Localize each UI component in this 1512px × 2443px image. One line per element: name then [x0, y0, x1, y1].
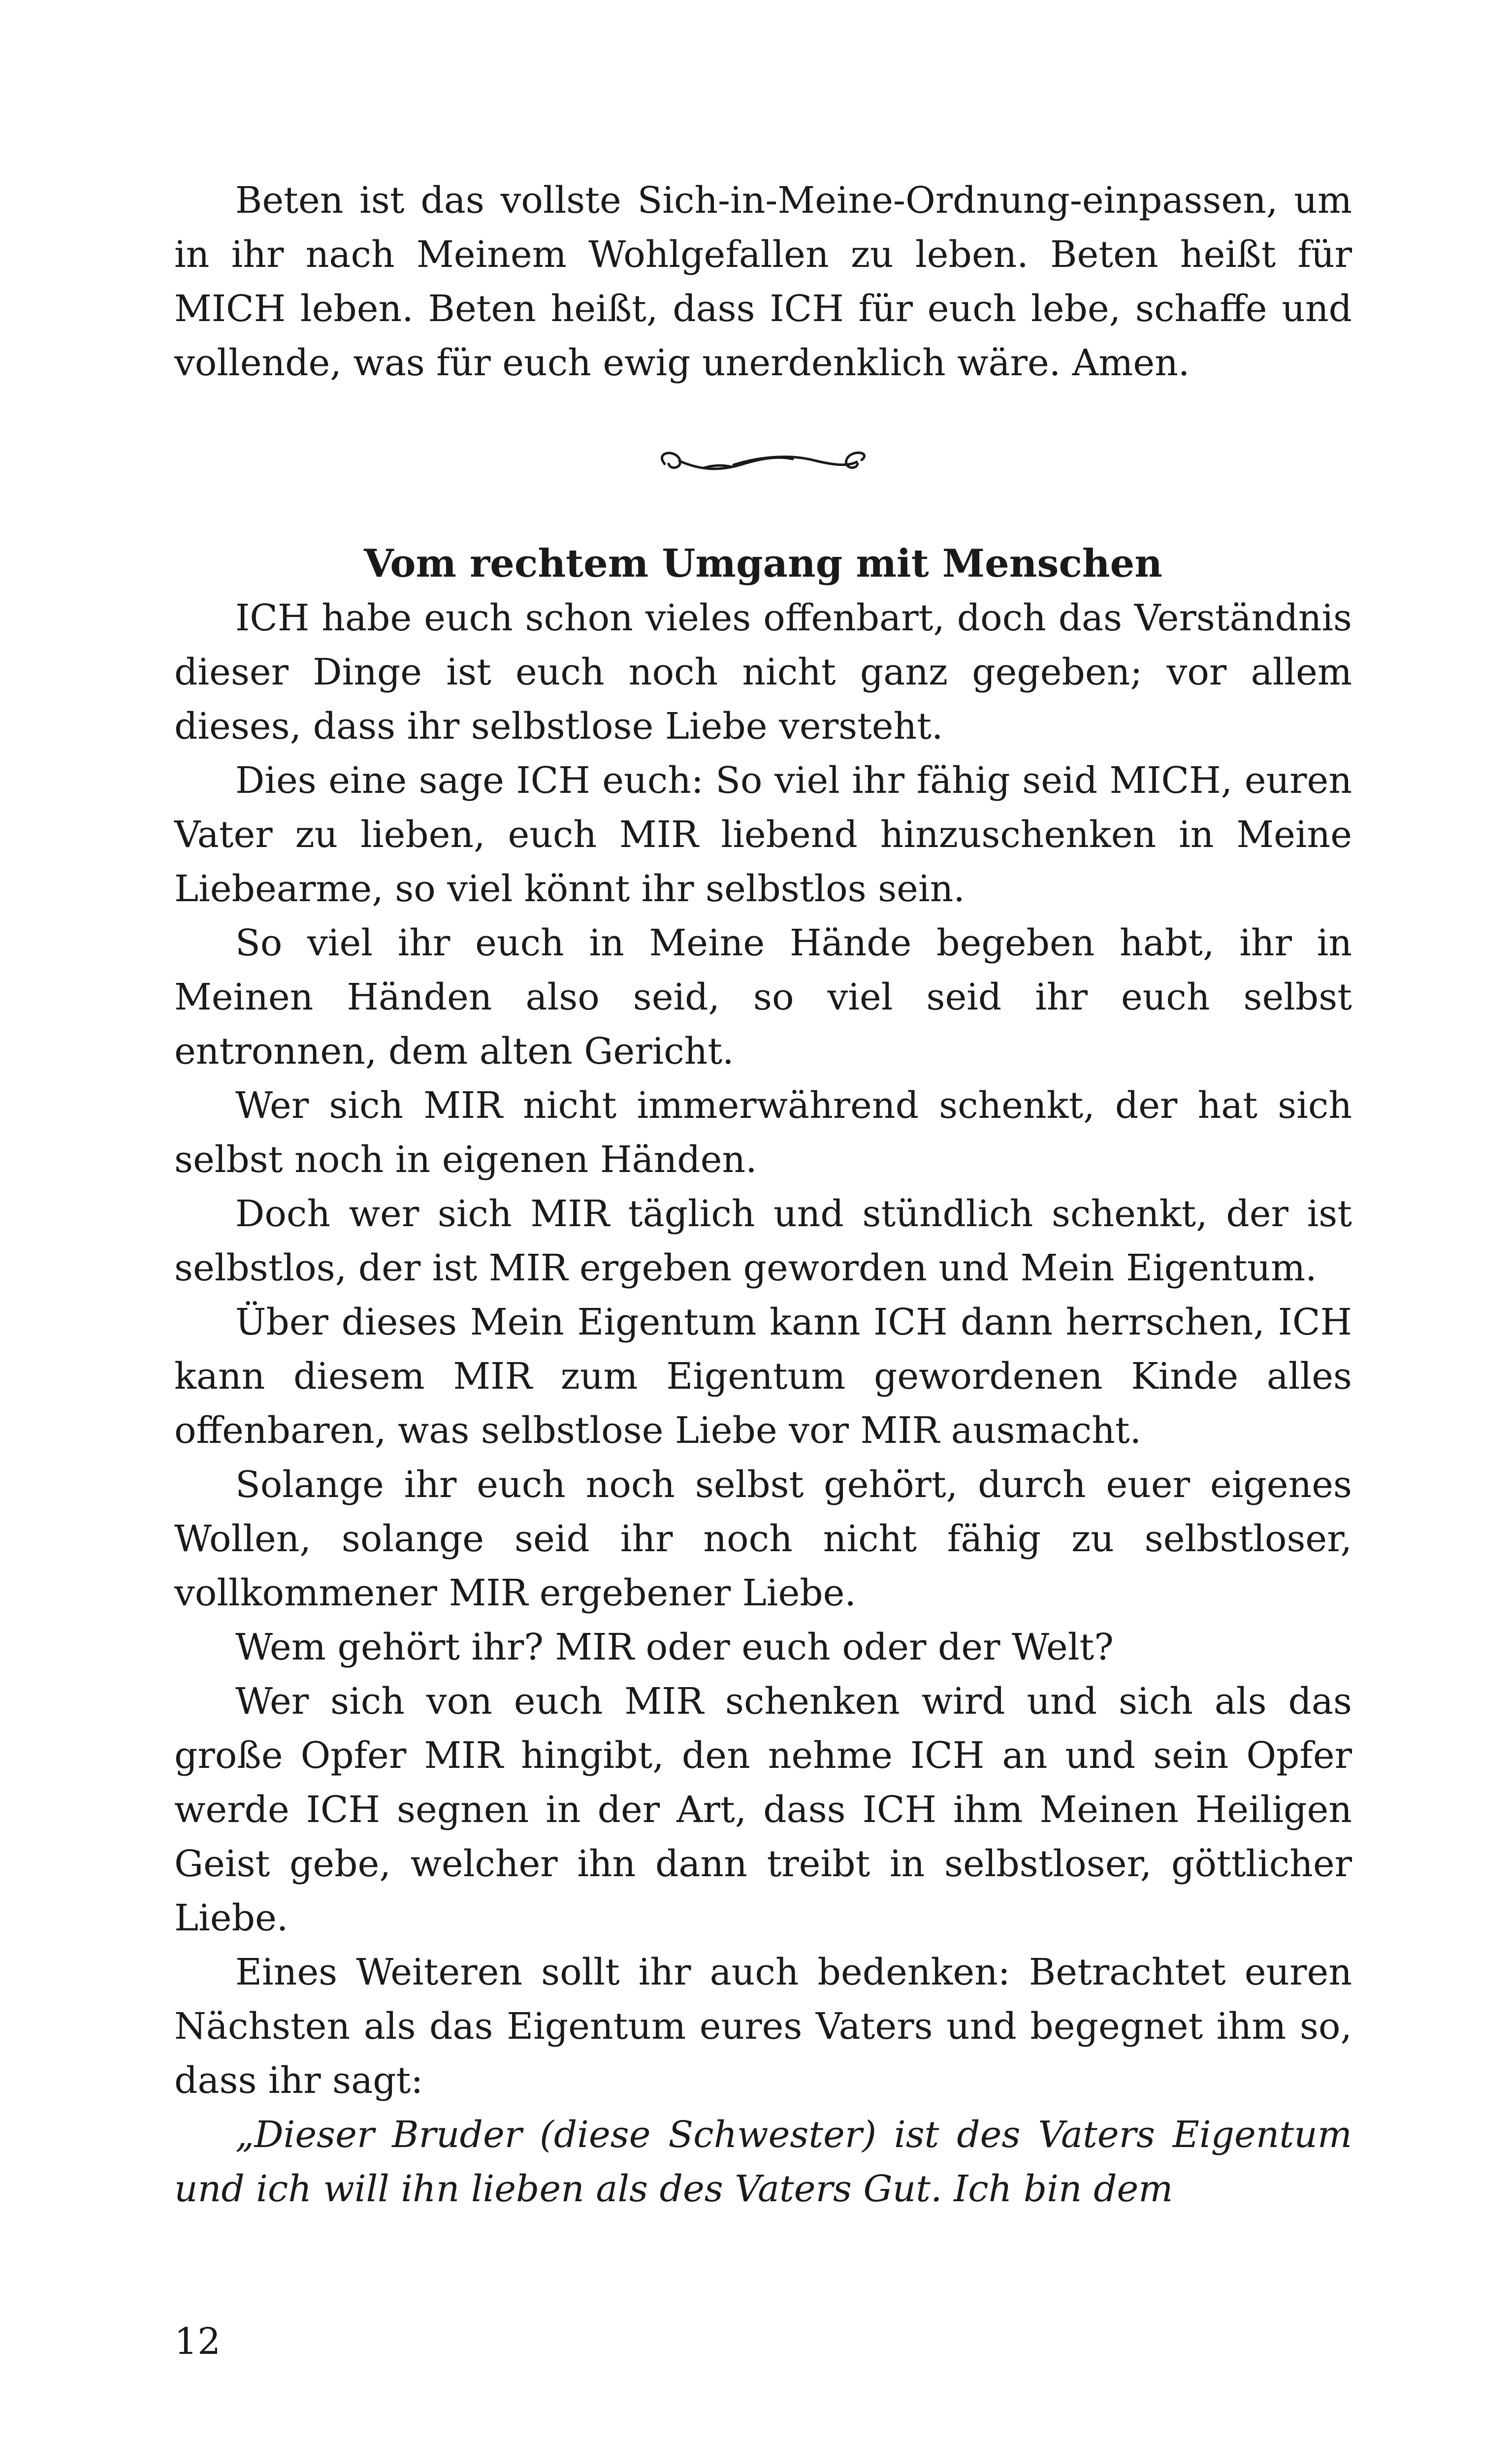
body-paragraph: Dies eine sage ICH euch: So viel ihr fähig seid MICH, euren Vater zu lieben, euch MIR liebend hinzuschenken in Meine Liebearme, so viel könnt ihr selbstlos sein.	[174, 759, 1352, 910]
body-paragraph: Wer sich von euch MIR schenken wird und sich als das große Opfer MIR hingibt, den nehme ICH an und sein Opfer werde ICH segnen in der Art, dass ICH ihm Meinen Heiligen Geist gebe, welcher ihn dann treibt in selbstloser, göttlicher Liebe.	[174, 1680, 1352, 1939]
body-paragraph: Solange ihr euch noch selbst gehört, durch euer eigenes Wollen, solange seid ihr noch nicht fähig zu selbstloser, vollkommener MIR ergebener Liebe.	[174, 1464, 1352, 1614]
body-paragraph: Eines Weiteren sollt ihr auch bedenken: Betrachtet euren Nächsten als das Eigentum eures Vaters und begegnet ihm so, dass ihr sagt:	[174, 1951, 1352, 2102]
page-number: 12	[174, 2320, 221, 2363]
intro-paragraph: Beten ist das vollste Sich-in-Meine-Ordnung-einpassen, um in ihr nach Meinem Wohlgefallen zu leben. Beten heißt für MICH leben. Beten heißt, dass ICH für euch lebe, schaffe und vollende, was für euch ewig unerdenklich wäre. Amen.	[174, 179, 1352, 384]
section-heading: Vom rechtem Umgang mit Menschen	[364, 541, 1162, 586]
body-paragraph: So viel ihr euch in Meine Hände begeben habt, ihr in Meinen Händen also seid, so viel seid ihr euch selbst entronnen, dem alten Gericht.	[174, 922, 1352, 1073]
body-paragraph: Doch wer sich MIR täglich und stündlich schenkt, der ist selbstlos, der ist MIR ergeben geworden und Mein Eigentum.	[174, 1193, 1352, 1289]
decorative-flourish-icon	[645, 442, 881, 482]
top-text-block	[174, 173, 1352, 390]
quote-paragraph: „Dieser Bruder (diese Schwester) ist des Vaters Eigentum und ich will ihn lieben als des Vaters Gut. Ich bin dem	[174, 2114, 1352, 2210]
body-text-block	[174, 591, 1352, 2216]
body-paragraph: Wem gehört ihr? MIR oder euch oder der Welt?	[235, 1626, 1114, 1668]
body-paragraph: Wer sich MIR nicht immerwährend schenkt, der hat sich selbst noch in eigenen Händen.	[174, 1084, 1352, 1181]
body-paragraph: Über dieses Mein Eigentum kann ICH dann herrschen, ICH kann diesem MIR zum Eigentum gewordenen Kinde alles offenbaren, was selbstlose Liebe vor MIR ausmacht.	[174, 1301, 1352, 1452]
body-paragraph: ICH habe euch schon vieles offenbart, doch das Verständnis dieser Dinge ist euch noch nicht ganz gegeben; vor allem dieses, dass ihr selbstlose Liebe versteht.	[174, 597, 1352, 748]
